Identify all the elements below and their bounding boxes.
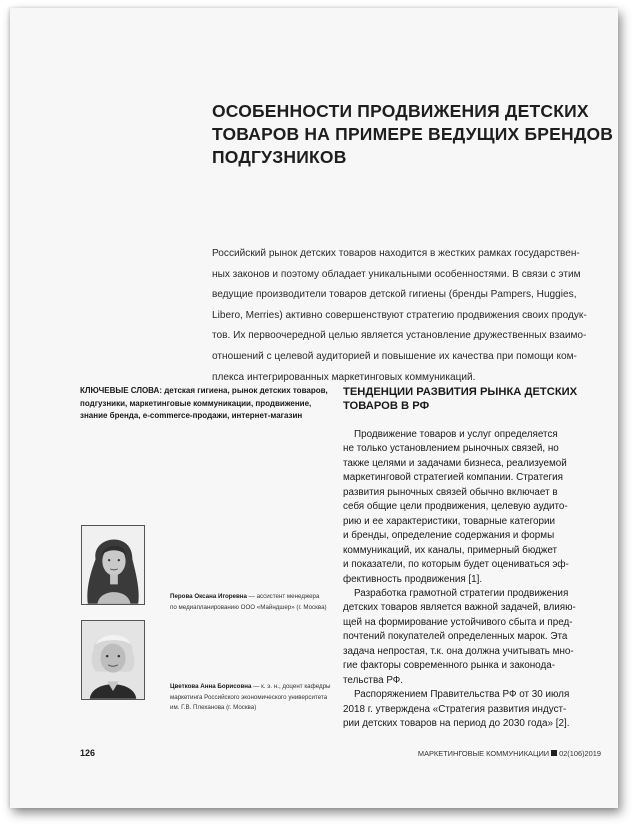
title-line: ТОВАРОВ НА ПРИМЕРЕ ВЕДУЩИХ БРЕНДОВ	[212, 124, 614, 144]
body-line: гие факторы современного рынка и законода-	[343, 660, 555, 672]
keywords-line: подгузники, маркетинговые коммуникации, продвижение,	[80, 398, 312, 408]
journal-footer	[418, 749, 601, 758]
abstract-line: тов. Их первоочередной целью является установление дружественных взаимо-	[212, 330, 587, 342]
abstract-line: плекса интегрированных маркетинговых коммуникаций.	[212, 371, 476, 383]
title-line: ПОДГУЗНИКОВ	[212, 147, 347, 167]
portrait-icon	[82, 526, 144, 604]
journal-name: МАРКЕТИНГОВЫЕ КОММУНИКАЦИИ	[417, 749, 550, 758]
body-line: развития рыночных связей обычно включает в	[343, 486, 558, 498]
journal-page	[10, 8, 618, 808]
body-line: задача непростая, т.к. она должна учитывать мно-	[343, 645, 574, 657]
keywords-line: знание бренда, e-commerce-продажи, интернет-магазин	[80, 411, 303, 420]
body-line: Продвижение товаров и услуг определяется	[343, 429, 558, 440]
author-name: Перова Оксана Игоревна	[170, 593, 247, 600]
author-photo-tsvetkova	[81, 620, 145, 700]
body-line: маркетинговой стратегией компании. Стратегия	[343, 472, 563, 484]
abstract-line: Российский рынок детских товаров находится в жестких рамках государствен-	[212, 248, 580, 259]
author-role: — ассистент менеджера	[246, 593, 320, 600]
square-separator-icon	[551, 750, 557, 756]
body-line: рию и ее характеристики, товарные категории	[343, 515, 556, 527]
section-heading-line: ТОВАРОВ В РФ	[343, 400, 430, 412]
abstract-line: Libero, Merries) активно совершенствуют стратегию продвижения своих продук-	[212, 309, 587, 321]
author-role-line: маркетинга Российского экономического университета	[170, 693, 328, 701]
article-title	[212, 100, 614, 169]
portrait-icon	[82, 621, 144, 699]
page-number: 126	[80, 748, 96, 758]
body-line: 2018 г. утверждена «Стратегия развития индуст-	[343, 703, 567, 715]
body-line: щей на формирование устойчивого сбыта и пред-	[343, 616, 573, 628]
body-line: и бренды, определение содержания и формы	[343, 530, 555, 542]
body-line: почтений покупателей определенных марок. Эта	[343, 631, 568, 643]
author-role-line: им. Г.В. Плеханова (г. Москва)	[170, 704, 257, 711]
body-line: также целями и задачами бизнеса, реализуемой	[343, 457, 567, 469]
title-line: ОСОБЕННОСТИ ПРОДВИЖЕНИЯ ДЕТСКИХ	[212, 101, 589, 121]
body-line: не только установлением рыночных связей, но	[343, 443, 559, 455]
article-body	[343, 428, 613, 732]
body-line: коммуникаций, их каналы, примерный бюджет	[343, 544, 558, 556]
section-heading	[343, 385, 613, 413]
body-line: детских товаров является важной задачей, влияю-	[343, 602, 576, 614]
abstract-line: ных законов и поэтому обладает уникальными особенностями. В связи с этим	[212, 268, 581, 280]
abstract-line: отношений с целевой аудиторией и повышение их качества при помощи ком-	[212, 350, 577, 362]
article-abstract	[212, 244, 596, 388]
body-line: Распоряжением Правительства РФ от 30 июля	[343, 689, 570, 701]
keywords-block	[80, 385, 330, 423]
author-role-line: по медиапланированию ООО «Майндшер» (г. Москва)	[170, 603, 327, 611]
body-line: тельства РФ.	[343, 674, 404, 686]
author-name: Цветкова Анна Борисовна	[170, 683, 252, 690]
abstract-line: ведущие производители товаров детской гигиены (бренды Pampers, Huggies,	[212, 289, 577, 301]
author-caption-perova	[170, 592, 340, 613]
journal-issue: 02(106)2019	[559, 749, 601, 758]
body-line: Разработка грамотной стратегии продвижения	[343, 587, 569, 599]
body-line: и показатели, по которым будет оцениваться эф-	[343, 559, 569, 571]
body-line: фективность продвижения [1].	[343, 573, 483, 585]
body-line: себя общие цели продвижения, целевую аудито-	[343, 501, 568, 513]
body-line: рии детских товаров на период до 2030 года» [2].	[343, 718, 570, 730]
author-caption-tsvetkova	[170, 682, 340, 714]
keywords-line: КЛЮЧЕВЫЕ СЛОВА: детская гигиена, рынок детских товаров,	[80, 386, 328, 395]
author-role: — к. э. н., доцент кафедры	[251, 683, 331, 690]
author-photo-perova	[81, 525, 145, 605]
section-heading-line: ТЕНДЕНЦИИ РАЗВИТИЯ РЫНКА ДЕТСКИХ	[343, 386, 578, 398]
